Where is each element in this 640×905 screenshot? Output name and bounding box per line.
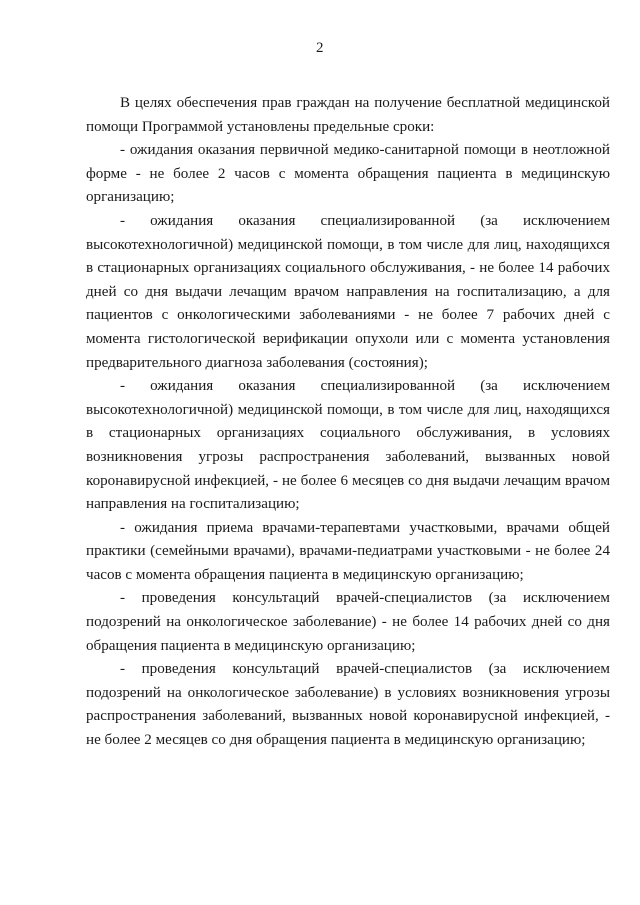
deadline-item-specialized-care: - ожидания оказания специализированной (за исключением высокотехнологичной) медицинской помощи, в том числе для лиц, находящихся в стационарных организациях социального обслуживания, - не более 14 рабочих дней со дня выдачи лечащим врачом направления на госпитализацию, а для пациентов с онкологическими заболеваниями - не более 7 рабочих дней с момента гистологической верификации опухоли или с момента установления предварительного диагноза заболевания (состояния); (86, 212, 610, 371)
deadline-item-specialized-care-coronavirus: - ожидания оказания специализированной (за исключением высокотехнологичной) медицинской помощи, в том числе для лиц, находящихся в стационарных организациях социального обслуживания, в условиях возникновения угрозы распространения заболеваний, вызванных новой коронавирусной инфекцией, - не более 6 месяцев со дня выдачи лечащим врачом направления на госпитализацию; (86, 378, 610, 513)
deadline-item-specialist-consultation: - проведения консультаций врачей-специалистов (за исключением подозрений на онкологическое заболевание) - не более 14 рабочих дней со дня обращения пациента в медицинскую организацию; (86, 590, 610, 654)
deadline-item-specialist-consultation-coronavirus: - проведения консультаций врачей-специалистов (за исключением подозрений на онкологическое заболевание) в условиях возникновения угрозы распространения заболеваний, вызванных новой коронавирусной инфекцией, - не более 2 месяцев со дня обращения пациента в медицинскую организацию; (86, 661, 610, 749)
intro-paragraph: В целях обеспечения прав граждан на получение бесплатной медицинской помощи Программой установлены предельные сроки: (86, 95, 610, 135)
deadline-item-district-physician-visit: - ожидания приема врачами-терапевтами участковыми, врачами общей практики (семейными врачами), врачами-педиатрами участковыми - не более 24 часов с момента обращения пациента в медицинскую организацию; (86, 519, 610, 583)
deadline-item-emergency-primary-care: - ожидания оказания первичной медико-санитарной помощи в неотложной форме - не более 2 часов с момента обращения пациента в медицинскую организацию; (86, 142, 610, 206)
page-number: 2 (316, 40, 324, 56)
document-body (86, 92, 610, 753)
